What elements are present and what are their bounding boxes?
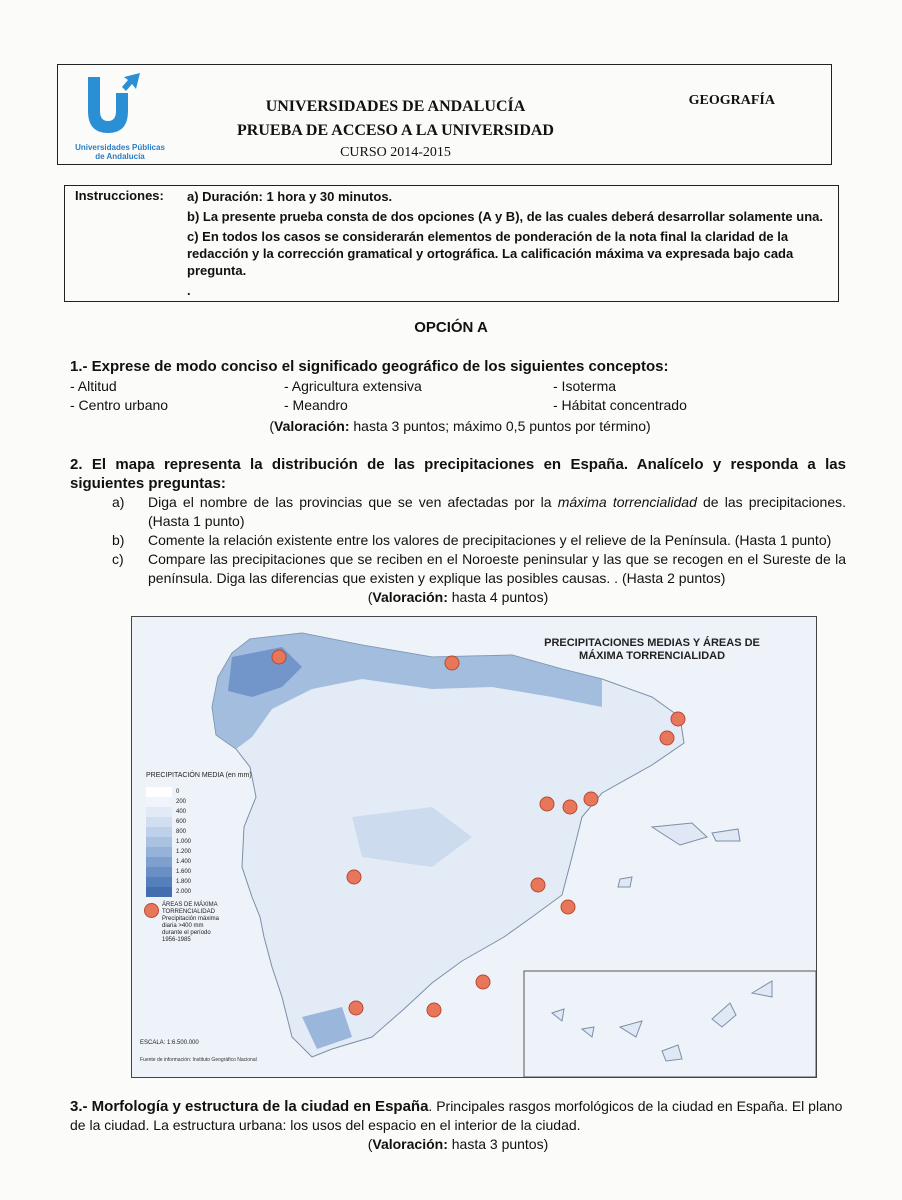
spain-map-graphic (132, 617, 816, 1077)
legend-value: 1.000 (176, 839, 192, 845)
legend-value: 2.000 (176, 889, 192, 895)
torrential-legend-text: ÁREAS DE MÁXIMA TORRENCIALIDAD Precipitación máxima diaria >400 mm durante el período 1956-1985 (162, 902, 220, 943)
exam-header (57, 64, 832, 165)
torrential-area-dot (531, 878, 545, 892)
question-2a: a) Diga el nombre de las provincias que se ven afectadas por la máxima torrencialidad de las precipitaciones. (Hasta 1 punto) (112, 494, 847, 529)
u-logo-icon (64, 71, 144, 143)
legend-value: 600 (176, 819, 187, 825)
legend-value: 400 (176, 809, 187, 815)
torrential-area-dot (563, 800, 577, 814)
instructions-box (64, 185, 839, 302)
map-title: PRECIPITACIONES MEDIAS Y ÁREAS DE MÁXIMA TORRENCIALIDAD (544, 637, 760, 662)
torrential-area-dot (671, 712, 685, 726)
course-year: CURSO 2014-2015 (340, 145, 451, 160)
legend-color-scale (146, 787, 172, 897)
exam-title (208, 95, 583, 143)
legend-swatch (146, 797, 172, 807)
torrential-area-dot (584, 792, 598, 806)
question-3-text: . Principales rasgos morfológicos de la ciudad en España. El plano de la ciudad. La estructura urbana: los usos del espacio en el interior de la ciudad. (70, 1098, 843, 1133)
option-title: OPCIÓN A (414, 319, 488, 336)
question-2 (70, 455, 846, 607)
question-1-heading: 1.- Exprese de modo conciso el significado geográfico de los siguientes conceptos: (70, 358, 669, 375)
legend-title: PRECIPITACIÓN MEDIA (en mm) (146, 772, 252, 779)
legend-swatch (146, 877, 172, 887)
term-item: - Centro urbano (70, 397, 169, 413)
torrential-legend-dot (144, 903, 159, 918)
university-logo (64, 71, 184, 161)
legend-value: 0 (176, 789, 180, 795)
legend-value: 1.400 (176, 859, 192, 865)
legend-value: 1.200 (176, 849, 192, 855)
question-3-valuation: (Valoración: hasta 3 puntos) (367, 1136, 549, 1152)
map-source: Fuente de información: Instituto Geográfico Nacional (140, 1057, 257, 1063)
logo-caption: Universidades Públicas de Andalucía (75, 143, 165, 161)
legend-swatch (146, 887, 172, 897)
question-1 (70, 358, 850, 435)
precipitation-map (131, 616, 817, 1078)
term-item: - Agricultura extensiva (284, 378, 422, 394)
question-1-valuation: (Valoración: hasta 3 puntos; máximo 0,5 puntos por término) (269, 418, 651, 434)
legend-swatch (146, 807, 172, 817)
question-3-heading: 3.- Morfología y estructura de la ciudad en España (70, 1098, 429, 1115)
torrential-area-dot (272, 650, 286, 664)
legend-swatch (146, 837, 172, 847)
legend-swatch (146, 787, 172, 797)
instruction-item: b) La presente prueba consta de dos opciones (A y B), de las cuales deberá desarrollar solamente una. (187, 209, 823, 224)
torrential-area-dot (476, 975, 490, 989)
term-list (70, 377, 850, 417)
legend-swatch (146, 857, 172, 867)
question-2c: c) Compare las precipitaciones que se reciben en el Noroeste peninsular y las que se recogen en el Sureste de la península. Diga las diferencias que existen y explique las posibles causas. . (Hasta 2 puntos) (112, 551, 846, 586)
question-2b: b) Comente la relación existente entre los valores de precipitaciones y el relieve de la Península. (Hasta 1 punto) (112, 532, 832, 548)
torrential-area-dot (349, 1001, 363, 1015)
instruction-item: . (187, 283, 191, 298)
legend-value: 800 (176, 829, 187, 835)
legend-swatch (146, 827, 172, 837)
torrential-area-dot (540, 797, 554, 811)
question-3 (70, 1097, 846, 1154)
torrential-area-dot (660, 731, 674, 745)
legend-value: 1.800 (176, 879, 192, 885)
instructions-label: Instrucciones: (75, 188, 164, 203)
title-line-1: UNIVERSIDADES DE ANDALUCÍA (265, 98, 526, 115)
legend-value: 200 (176, 799, 187, 805)
title-line-2: PRUEBA DE ACCESO A LA UNIVERSIDAD (237, 122, 554, 139)
torrential-area-dot (347, 870, 361, 884)
legend-labels (176, 787, 191, 897)
map-scale: ESCALA: 1:6.500.000 (140, 1040, 199, 1046)
legend-swatch (146, 847, 172, 857)
instruction-item: c) En todos los casos se considerarán elementos de ponderación de la nota final la claridad de la redacción y la corrección gramatical y ortográfica. La calificación máxima va expresada bajo cada pregunta. (187, 229, 794, 278)
instruction-item: a) Duración: 1 hora y 30 minutos. (187, 189, 393, 204)
term-item: - Hábitat concentrado (553, 397, 687, 413)
term-item: - Isoterma (553, 378, 617, 394)
torrential-area-dot (561, 900, 575, 914)
legend-swatch (146, 867, 172, 877)
instructions-list (187, 188, 827, 302)
question-2-heading: 2. El mapa representa la distribución de las precipitaciones en España. Analícelo y responda a las siguientes preguntas: (70, 456, 846, 492)
torrential-area-dot (445, 656, 459, 670)
question-2-valuation: (Valoración: hasta 4 puntos) (367, 589, 549, 605)
term-item: - Altitud (70, 378, 117, 394)
legend-swatch (146, 817, 172, 827)
term-item: - Meandro (284, 397, 348, 413)
torrential-area-dot (427, 1003, 441, 1017)
legend-value: 1.600 (176, 869, 192, 875)
subject-name: GEOGRAFÍA (688, 93, 775, 108)
